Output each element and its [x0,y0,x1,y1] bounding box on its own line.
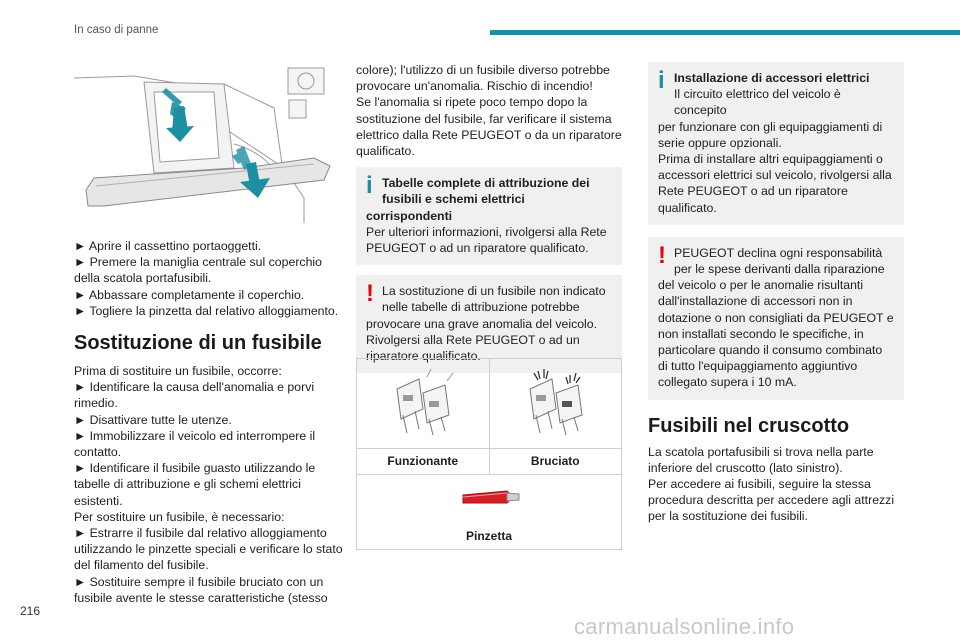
paragraph: Prima di sostituire un fusibile, occorre: [74,364,282,379]
warning-box [648,237,904,400]
info-box-text: Prima di installare altri equipaggiamenti o accessori elettrici sul veicolo, rivolgersi alla Rete PEUGEOT o ad un riparatore qualificato. [658,152,892,215]
column-3 [648,62,904,525]
warning-text: del veicolo o per le anomalie risultanti dall'installazione di accessori non in dotazione o non consigliati da PEUGEOT e non installati secondo le specifiche, in particolare quando il consumo combinato di tutto l'equipaggiamento aggiuntivo collegato supera i 10 mA. [658,278,894,390]
fuse-ok-cell [357,359,490,474]
fuse-ok-label: Funzionante [357,448,489,474]
paragraph: Per sostituire un fusibile, è necessario: [74,509,285,524]
step: ► Aprire il cassettino portaoggetti. [74,239,262,253]
step: ► Disattivare tutte le utenze. [74,412,232,427]
warning-text: PEUGEOT declina ogni responsabilità [674,245,883,260]
step: ► Togliere la pinzetta dal relativo alloggiamento. [74,303,339,318]
info-box [648,62,904,225]
step: ► Immobilizzare il veicolo ed interrompere il contatto. [74,428,316,460]
paragraph: Se l'anomalia si ripete poco tempo dopo la sostituzione del fusibile, far verificare il sistema elettrico dalla Rete PEUGEOT o da un riparatore qualificato. [356,95,622,159]
info-box-title: Tabelle complete di attribuzione dei [382,176,590,191]
step: ► Sostituire sempre il fusibile bruciato con un fusibile avente le stesse caratteristiche (stesso [74,574,328,605]
fuse-burnt-icon [490,359,621,443]
paragraph: La scatola portafusibili si trova nella parte inferiore del cruscotto (lato sinistro). [648,444,874,475]
info-icon: i [658,67,665,94]
info-box-title: Installazione di accessori elettrici [674,71,870,85]
step: ► Premere la maniglia centrale sul coperchio della scatola portafusibili. [74,255,322,286]
column-2 [356,62,622,373]
paragraph: colore); l'utilizzo di un fusibile diverso potrebbe provocare un'anomalia. Rischio di incendio! [356,63,610,94]
step: ► Estrarre il fusibile dal relativo alloggiamento utilizzando le pinzette speciali e verificare lo stato del filamento del fusibile. [74,526,343,573]
section-heading: Sostituzione di un fusibile [74,332,322,355]
paragraph: Per accedere ai fusibili, seguire la stessa procedura descritta per accedere agli attrezzi per la sostituzione dei fusibili. [648,477,895,524]
warning-text: nelle tabelle di attribuzione potrebbe [382,300,580,315]
header-accent-bar [490,30,960,35]
fuse-burnt-label: Bruciato [490,448,622,474]
pliers-icon [357,475,619,519]
watermark: carmanualsonline.info [574,614,795,639]
info-box-text: Per ulteriori informazioni, rivolgersi alla Rete PEUGEOT o ad un riparatore qualificato. [366,224,607,256]
step: ► Identificare il fusibile guasto utilizzando le tabelle di attribuzione e gli schemi elettrici esistenti. [74,461,316,508]
fuse-burnt-cell [490,359,622,474]
glovebox-illustration [74,48,336,228]
pliers-label: Pinzetta [465,529,512,543]
warning-icon: ! [658,241,666,269]
running-header-label: In caso di panne [74,24,159,36]
column-1 [74,238,344,606]
warning-text: per le spese derivanti dalla riparazione [674,262,885,277]
warning-icon: ! [366,280,374,308]
info-icon: i [366,172,373,200]
step: ► Identificare la causa dell'anomalia e porvi rimedio. [74,380,315,411]
fuse-table [356,358,622,550]
step: ► Abbassare completamente il coperchio. [74,287,305,302]
warning-text: provocare una grave anomalia del veicolo. Rivolgersi alla Rete PEUGEOT o ad un riparatore qualificato. [366,316,598,364]
info-box-title: corrispondenti [366,208,453,223]
info-box-title: fusibili e schemi elettrici [382,192,525,207]
info-box-text: per funzionare con gli equipaggiamenti di serie oppure opzionali. [658,119,883,150]
info-box-text: Il circuito elettrico del veicolo è concepito [674,87,841,118]
page-number: 216 [20,604,41,618]
fuse-ok-icon [357,359,488,443]
section-heading: Fusibili nel cruscotto [648,414,850,437]
pliers-cell [357,474,621,549]
info-box [356,167,622,265]
warning-text: La sostituzione di un fusibile non indicato [382,284,606,299]
